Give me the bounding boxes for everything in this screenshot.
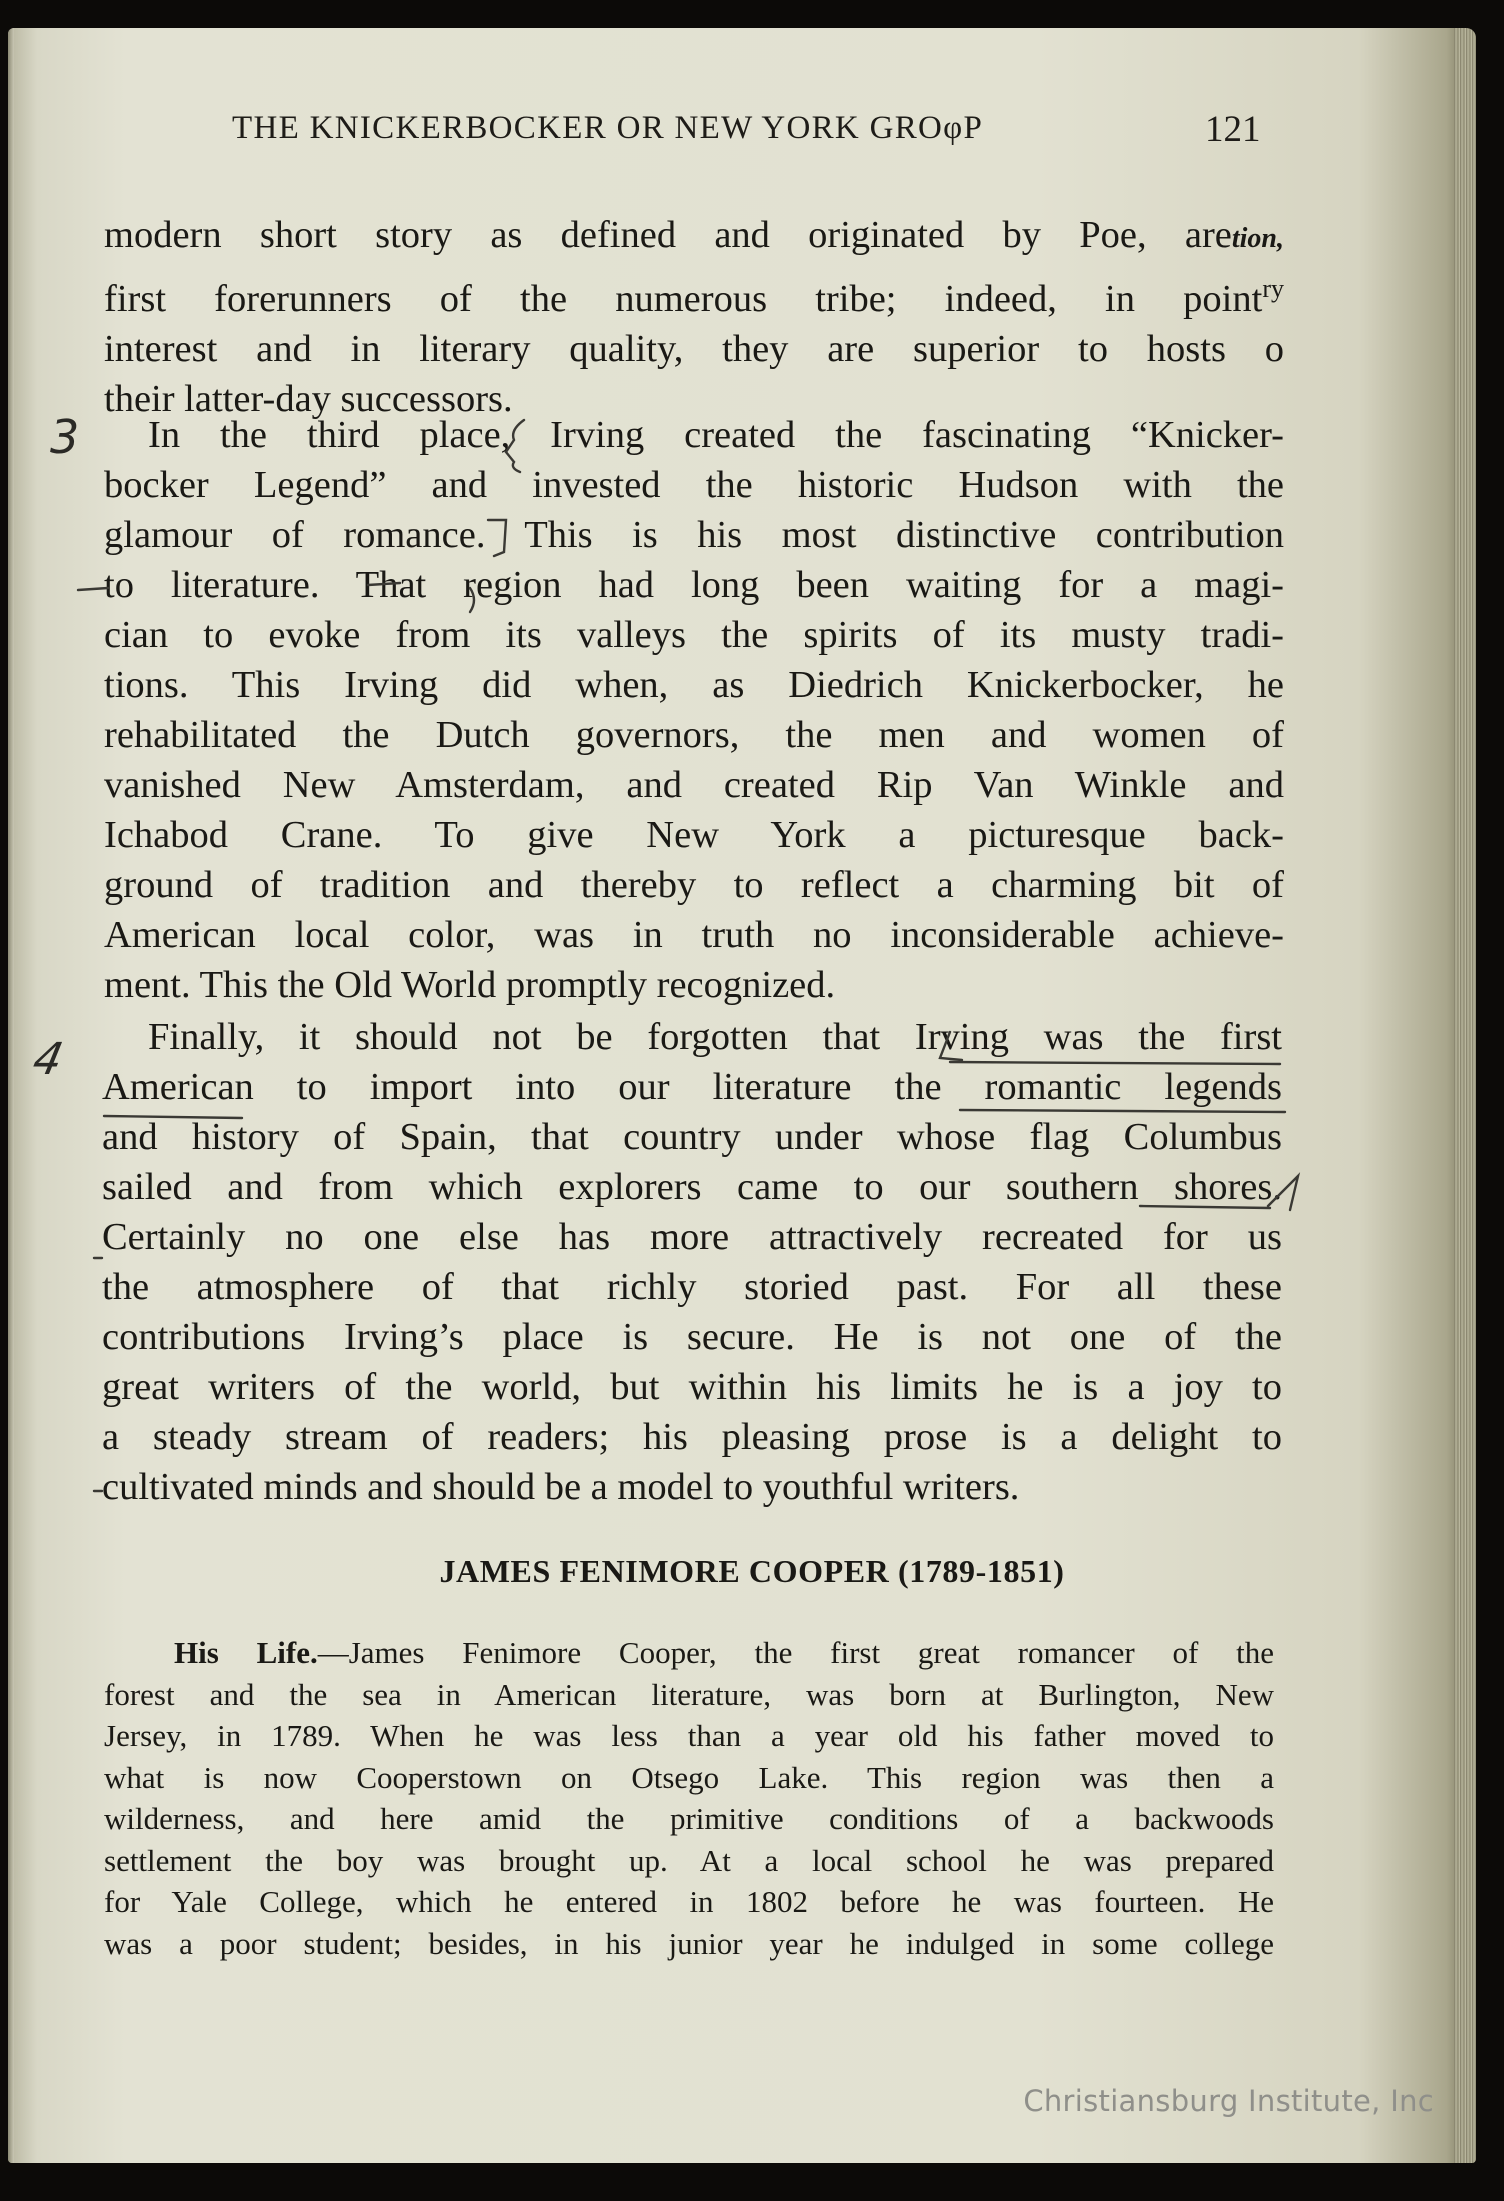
margin-note-3: 3 (50, 410, 80, 464)
section-body (104, 1632, 1274, 1964)
text-line: modern short story as defined and originated by Poe, aretion, (104, 214, 1284, 256)
cut-off-text: ry (1262, 274, 1284, 303)
text-line: contributions Irving’s place is secure. He is not one of the (102, 1316, 1282, 1358)
text-line: to literature. That region had long been waiting for a magi- (104, 564, 1284, 606)
page-binding-edge (8, 28, 14, 2163)
text-line: cian to evoke from its valleys the spirits of its musty tradi- (104, 614, 1284, 656)
text-line: Ichabod Crane. To give New York a picturesque back- (104, 814, 1284, 856)
section-heading: JAMES FENIMORE COOPER (1789-1851) (439, 1553, 1065, 1589)
text-line: cultivated minds and should be a model to youthful writers. (102, 1466, 1020, 1508)
running-header: THE KNICKERBOCKER OR NEW YORK GROφP (232, 110, 984, 146)
text-line: glamour of romance. This is his most distinctive contribution (104, 514, 1284, 556)
section-lead: His Life. (174, 1635, 318, 1670)
text-line: ground of tradition and thereby to reflect a charming bit of (104, 864, 1284, 906)
text-line: settlement the boy was brought up. At a local school he was prepared (104, 1842, 1274, 1878)
text-line: Jersey, in 1789. When he was less than a year old his father moved to (104, 1718, 1274, 1753)
page-number: 121 (1205, 109, 1261, 150)
text-line: American local color, was in truth no inconsiderable achieve- (104, 914, 1284, 956)
watermark: Christiansburg Institute, Inc (1023, 2084, 1434, 2118)
text-line: His Life.—James Fenimore Cooper, the first great romancer of the (174, 1635, 1274, 1670)
text-line: interest and in literary quality, they are superior to hosts o (104, 327, 1284, 370)
text-line: sailed and from which explorers came to our southern shores. (102, 1166, 1282, 1208)
text-line: what is now Cooperstown on Otsego Lake. This region was then a (104, 1759, 1274, 1795)
text-line: their latter-day successors. (104, 377, 513, 420)
paragraph-3 (102, 1012, 1282, 1512)
paragraph-1 (104, 210, 1284, 424)
text-line: vanished New Amsterdam, and created Rip Van Winkle and (104, 764, 1284, 806)
margin-note-4: 4 (28, 1034, 68, 1085)
text-line: the atmosphere of that richly storied past. For all these (102, 1266, 1282, 1308)
text-line: was a poor student; besides, in his junior year he indulged in some college (104, 1925, 1274, 1961)
text-line: a steady stream of readers; his pleasing prose is a delight to (102, 1416, 1282, 1458)
text-line: American to import into our literature the romantic legends (102, 1066, 1282, 1108)
text-line: and history of Spain, that country under whose flag Columbus (102, 1116, 1282, 1158)
cut-off-text: tion, (1231, 223, 1284, 254)
text-line: first forerunners of the numerous tribe; indeed, in point$^{ry}$ (104, 274, 1284, 320)
text-line: rehabilitated the Dutch governors, the men and women of (104, 714, 1284, 756)
text-line: bocker Legend” and invested the historic Hudson with the (104, 464, 1284, 506)
text-line: great writers of the world, but within his limits he is a joy to (102, 1366, 1282, 1408)
page-stack-edge (1454, 28, 1476, 2163)
text-line: In the third place, Irving created the fascinating “Knicker- (148, 414, 1284, 456)
text-line: for Yale College, which he entered in 1802 before he was fourteen. He (104, 1884, 1274, 1919)
paragraph-2 (104, 410, 1284, 1010)
text-line: forest and the sea in American literature, was born at Burlington, New (104, 1676, 1274, 1712)
text-line: ment. This the Old World promptly recognized. (104, 964, 836, 1006)
text-line: tions. This Irving did when, as Diedrich Knickerbocker, he (104, 664, 1284, 706)
text-line: wilderness, and here amid the primitive conditions of a backwoods (104, 1801, 1274, 1836)
text-line: Certainly no one else has more attractively recreated for us (102, 1216, 1282, 1258)
text-line: Finally, it should not be forgotten that Irving was the first (148, 1016, 1282, 1058)
